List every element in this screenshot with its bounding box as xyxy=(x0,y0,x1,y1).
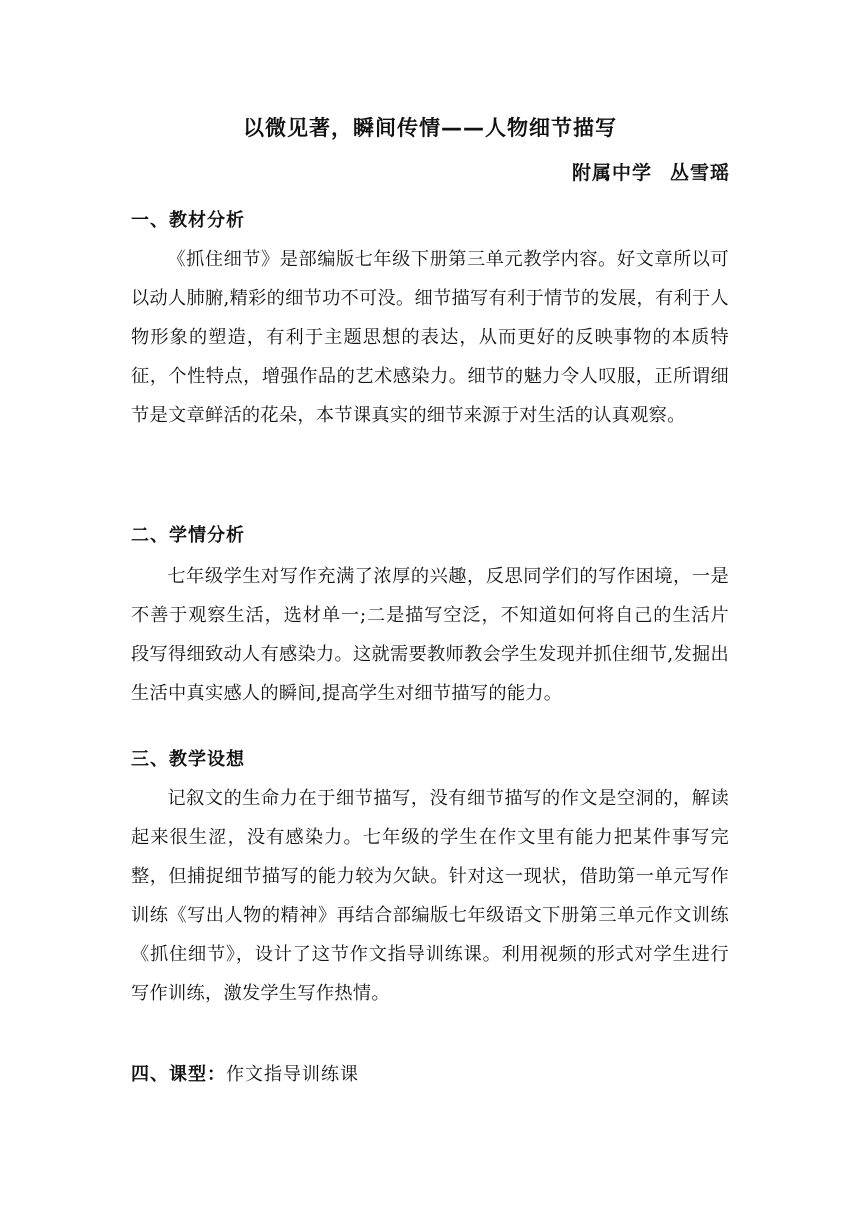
author-name: 丛雪瑶 xyxy=(669,162,730,184)
lesson-type-label: 四、课型： xyxy=(131,1064,226,1085)
lesson-type-value: 作文指导训练课 xyxy=(226,1064,359,1085)
section-paragraph-student-analysis: 七年级学生对写作充满了浓厚的兴趣，反思同学们的写作困境，一是不善于观察生活，选材单一;二是描写空泛，不知道如何将自己的生活片段写得细致动人有感染力。这就需要教师教会学生发现并抓住细节,发掘出生活中真实感人的瞬间,提高学生对细节描写的能力。 xyxy=(131,566,729,704)
section-heading-student-analysis: 二、学情分析 xyxy=(131,525,245,546)
section-heading-textbook-analysis: 一、教材分析 xyxy=(131,210,245,231)
author-line xyxy=(572,158,730,185)
document-title: 以微见著，瞬间传情——人物细节描写 xyxy=(243,116,617,140)
author-school: 附属中学 xyxy=(571,162,652,184)
section-paragraph-teaching-idea: 记叙文的生命力在于细节描写，没有细节描写的作文是空洞的，解读起来很生涩，没有感染力。七年级的学生在作文里有能力把某件事写完整，但捕捉细节描写的能力较为欠缺。针对这一现状，借助第一单元写作训练《写出人物的精神》再结合部编版七年级语文下册第三单元作文训练《抓住细节》，设计了这节作文指导训练课。利用视频的形式对学生进行写作训练，激发学生写作热情。 xyxy=(131,788,729,1004)
section-heading-lesson-type xyxy=(131,1060,359,1086)
section-heading-teaching-idea: 三、教学设想 xyxy=(131,749,245,770)
section-paragraph-textbook-analysis: 《抓住细节》是部编版七年级下册第三单元教学内容。好文章所以可以动人肺腑,精彩的细节功不可没。细节描写有利于情节的发展，有利于人物形象的塑造，有利于主题思想的表达，从而更好的反映事物的本质特征，个性特点，增强作品的艺术感染力。细节的魅力令人叹服，正所谓细节是文章鲜活的花朵，本节课真实的细节来源于对生活的认真观察。 xyxy=(131,249,729,426)
